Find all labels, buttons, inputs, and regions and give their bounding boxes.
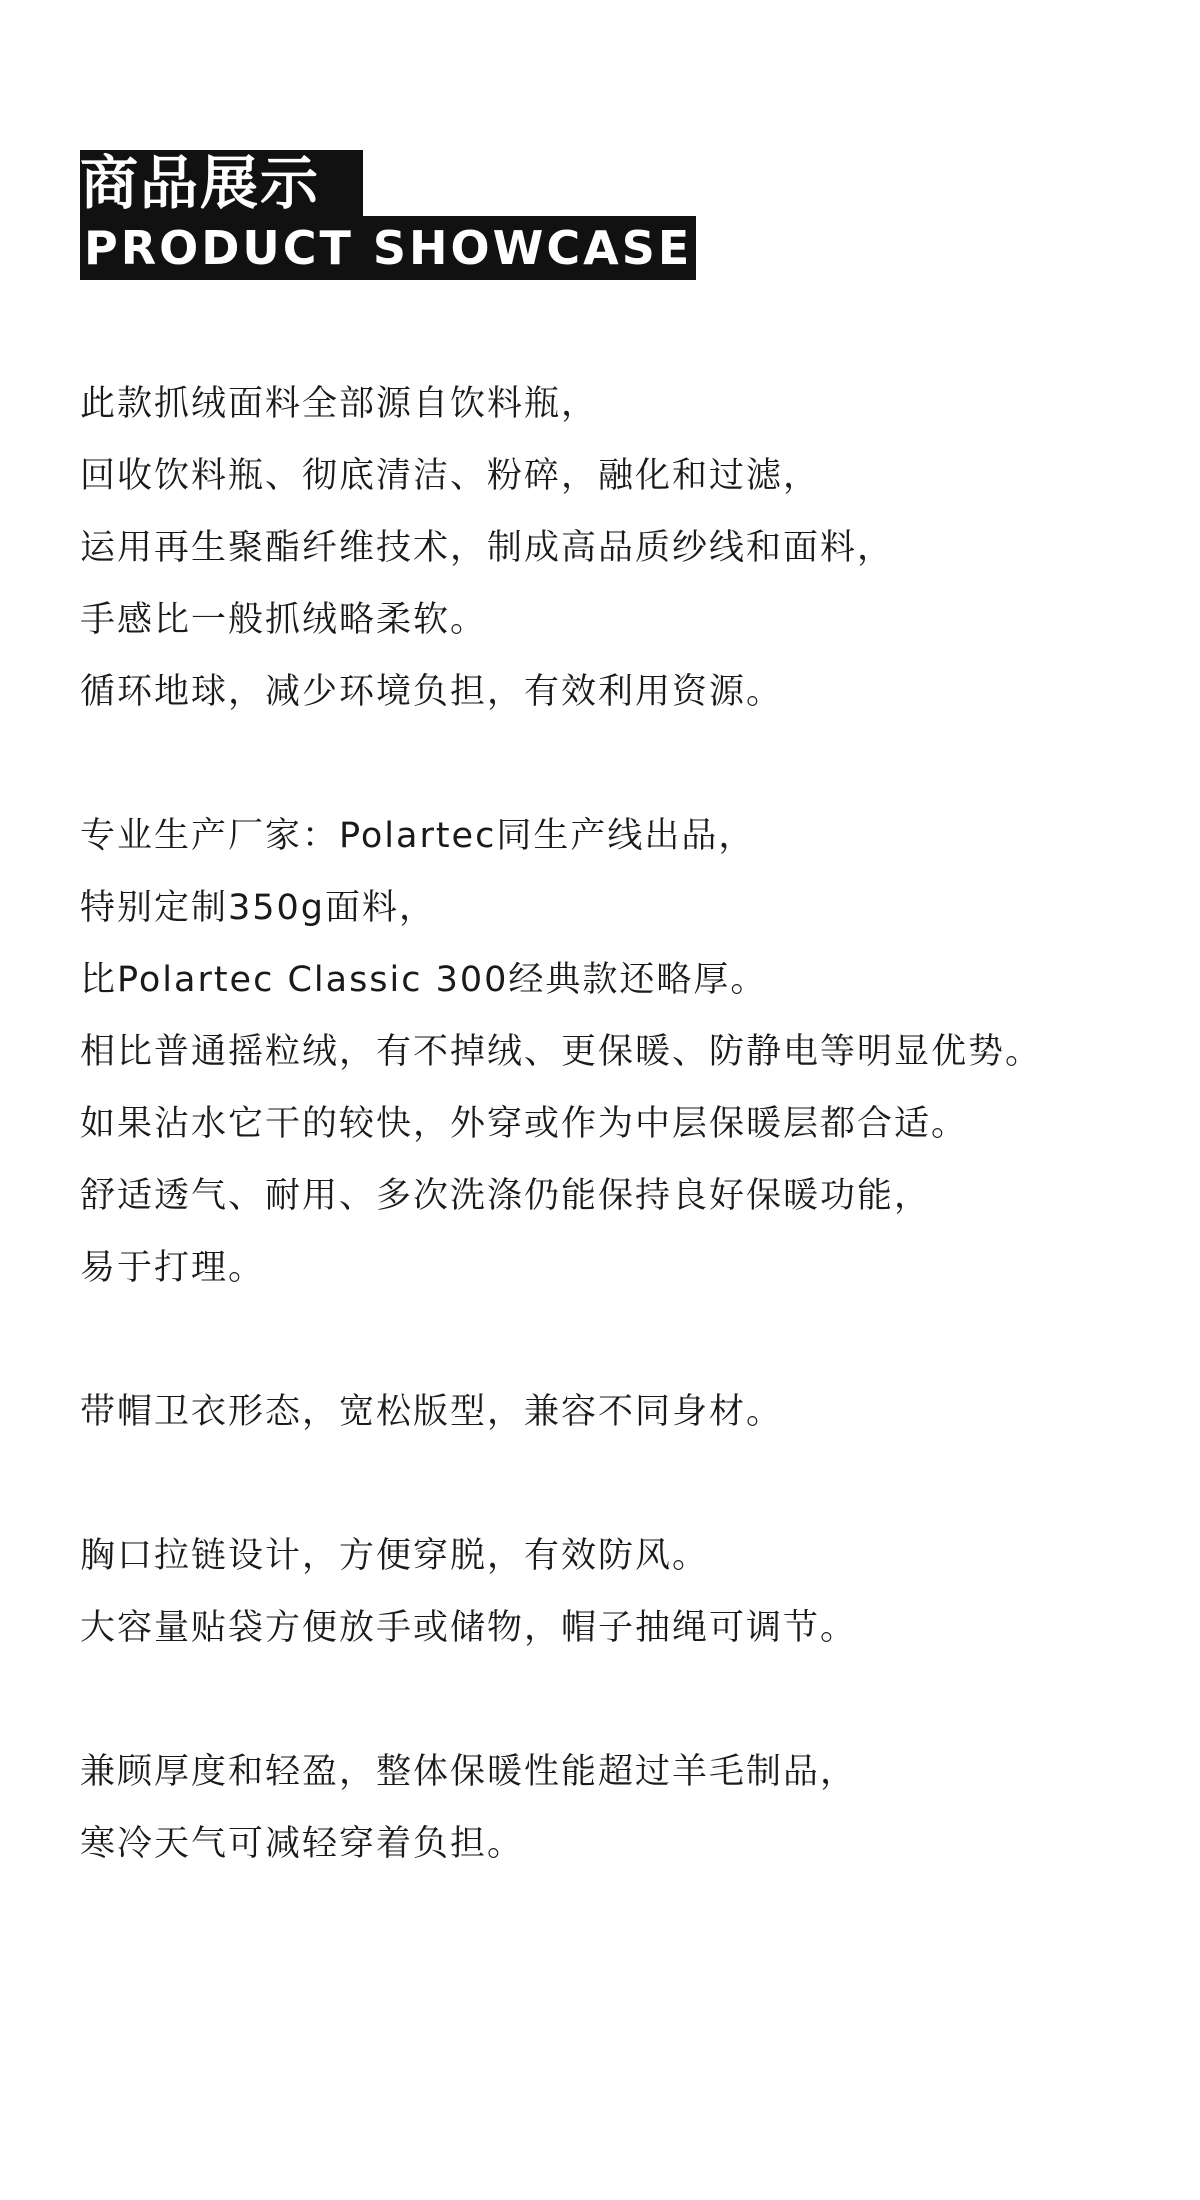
- text-line: 循环地球，减少环境负担，有效利用资源。: [80, 672, 784, 712]
- paragraph-warmth: [80, 1736, 1180, 1880]
- paragraph-style: [80, 1376, 1180, 1448]
- text-line: 易于打理。: [80, 1248, 266, 1288]
- text-line: 舒适透气、耐用、多次洗涤仍能保持良好保暖功能，: [80, 1176, 932, 1216]
- text-line: 特别定制350g面料，: [80, 888, 437, 928]
- text-line: 比Polartec Classic 300经典款还略厚。: [80, 960, 768, 1000]
- text-line: 如果沾水它干的较快，外穿或作为中层保暖层都合适。: [80, 1104, 969, 1144]
- paragraph-design: [80, 1520, 1180, 1664]
- text-line: 回收饮料瓶、彻底清洁、粉碎，融化和过滤，: [80, 456, 821, 496]
- text-line: 此款抓绒面料全部源自饮料瓶，: [80, 384, 599, 424]
- text-line: 带帽卫衣形态，宽松版型，兼容不同身材。: [80, 1392, 784, 1432]
- section-title-en: PRODUCT SHOWCASE: [80, 216, 696, 280]
- section-header: [80, 150, 696, 280]
- text-line: 运用再生聚酯纤维技术，制成高品质纱线和面料，: [80, 528, 895, 568]
- product-description: [80, 368, 1180, 1952]
- text-line: 寒冷天气可减轻穿着负担。: [80, 1824, 525, 1864]
- text-line: 大容量贴袋方便放手或储物，帽子抽绳可调节。: [80, 1608, 858, 1648]
- text-line: 专业生产厂家：Polartec同生产线出品，: [80, 816, 756, 856]
- paragraph-manufacturer: [80, 800, 1180, 1304]
- text-line: 兼顾厚度和轻盈，整体保暖性能超过羊毛制品，: [80, 1752, 858, 1792]
- text-line: 胸口拉链设计，方便穿脱，有效防风。: [80, 1536, 710, 1576]
- text-line: 手感比一般抓绒略柔软。: [80, 600, 488, 640]
- text-line: 相比普通摇粒绒，有不掉绒、更保暖、防静电等明显优势。: [80, 1032, 1043, 1072]
- paragraph-material: [80, 368, 1180, 728]
- section-title-cn: 商品展示: [80, 150, 363, 216]
